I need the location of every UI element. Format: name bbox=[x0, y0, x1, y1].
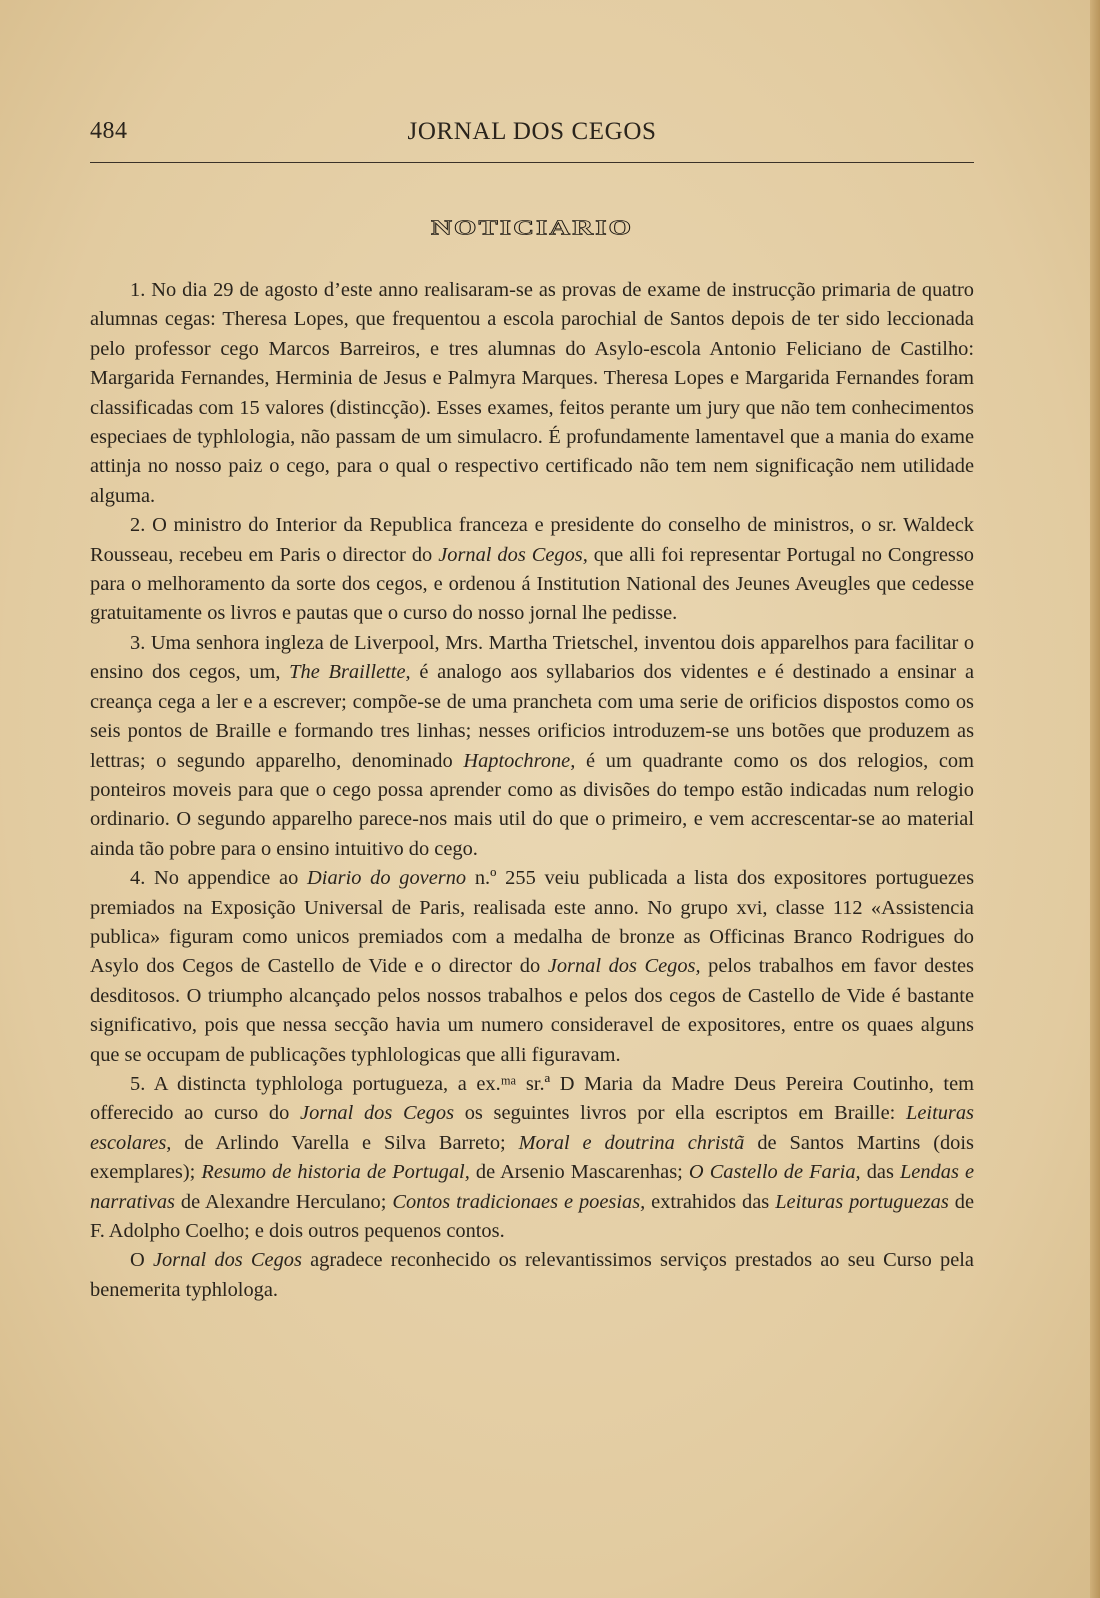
news-item bbox=[90, 1070, 974, 1246]
italic-title: Contos tradicionaes e poesias, bbox=[392, 1190, 646, 1213]
news-text: de Alexandre Herculano; bbox=[174, 1190, 393, 1213]
news-text: O ministro do Interior da Republica franceza e presidente do conselho de ministros, o sr. Waldeck Rousseau, recebeu em Paris o director do bbox=[90, 514, 974, 566]
news-text: de F. Adolpho Coelho; e dois outros pequenos contos. bbox=[90, 1190, 974, 1242]
news-text: n.º 255 veiu publicada a lista dos expositores portuguezes premiados na Exposição Universal de Paris, realisada este anno. No grupo xvi, classe 112 «Assistencia publica» figuram como unicos premiados com a medalha de bronze as Officinas Branco Rodrigues do Asylo dos Cegos de Castello de Vide e o director do bbox=[90, 867, 975, 978]
italic-title: Jornal dos Cegos, bbox=[438, 543, 588, 566]
italic-title: Moral e doutrina christã bbox=[518, 1131, 745, 1154]
running-header bbox=[90, 118, 974, 154]
news-text: das bbox=[860, 1161, 900, 1184]
news-item-number: 3. bbox=[130, 631, 151, 654]
news-text: No appendice ao bbox=[154, 867, 308, 890]
italic-title: Jornal dos Cegos bbox=[300, 1102, 455, 1125]
italic-title: Leituras escolares, bbox=[90, 1102, 974, 1154]
news-item bbox=[90, 511, 974, 629]
news-items bbox=[90, 276, 974, 1305]
news-item bbox=[90, 629, 974, 864]
news-text: de Arsenio Mascarenhas; bbox=[469, 1161, 689, 1184]
news-text: de Santos Martins (dois exemplares); bbox=[90, 1131, 974, 1184]
italic-title: Resumo de historia de Portugal, bbox=[201, 1161, 470, 1184]
news-text: extrahidos das bbox=[645, 1190, 776, 1213]
news-item-number: 1. bbox=[130, 279, 152, 301]
news-item-number: 5. bbox=[130, 1072, 154, 1095]
news-text: Uma senhora ingleza de Liverpool, Mrs. Martha Trietschel, inventou dois apparelhos para facilitar o ensino dos cegos, um, bbox=[90, 631, 975, 684]
italic-title: Lendas e narrativas bbox=[90, 1161, 975, 1213]
news-item bbox=[90, 1246, 974, 1305]
news-text: é um quadrante como os dos relogios, com ponteiros moveis para que o cego possa aprender como as divisões do tempo estão indicadas num relogio ordinario. O segundo apparelho parece-nos mais util do que o primeiro, e vem accrescentar-se ao material ainda tão pobre para o ensino intuitivo do cego. bbox=[90, 749, 974, 860]
news-item bbox=[90, 276, 974, 511]
news-item-number: 4. bbox=[130, 867, 155, 890]
header-rule bbox=[90, 162, 974, 163]
section-title-text: NOTICIARIO bbox=[430, 216, 634, 240]
italic-title: Leituras portuguezas bbox=[775, 1190, 949, 1213]
italic-title: Diario do governo bbox=[307, 867, 467, 890]
journal-title: JORNAL DOS CEGOS bbox=[407, 118, 657, 145]
news-text: que alli foi representar Portugal no Congresso para o melhoramento da sorte dos cegos, e ordenou á Institution National des Jeunes Aveugles que cedesse gratuitamente os livros e pautas que o curso do nosso jornal lhe pedisse. bbox=[90, 543, 974, 625]
news-text: No dia 29 de agosto d’este anno realisaram-se as provas de exame de instrucção primaria de quatro alumnas cegas: Theresa Lopes, que frequentou a escola parochial de Santos depois de ter sido leccionada pelo professor cego Marcos Barreiros, e tres alumnas do Asylo-escola Antonio Feliciano de Castilho: Margarida Fernandes, Herminia de Jesus e Palmyra Marques. Theresa Lopes e Margarida Fernandes foram classificadas com 15 valores (distincção). Esses exames, feitos perante um jury que não tem conhecimentos especiaes de typhlologia, não passam de um simulacro. É profundamente lamentavel que a mania do exame attinja no nosso paiz o cego, para o qual o respectivo certificado não tem nem significação nem utilidade alguma. bbox=[90, 279, 974, 507]
news-text: os seguintes livros por ella escriptos em Braille: bbox=[454, 1102, 907, 1125]
news-text: pelos trabalhos em favor destes desditosos. O triumpho alcançado pelos nossos trabalhos e pelos dos cegos de Castello de Vide é bastante significativo, pois que nessa secção havia um numero consideravel de expositores, entre os quaes alguns que se occupam de publicações typhlologicas que alli figuravam. bbox=[90, 955, 974, 1066]
news-item-number: 2. bbox=[130, 514, 153, 537]
italic-title: The Braillette, bbox=[289, 661, 411, 684]
news-item bbox=[90, 864, 974, 1070]
page-number: 484 bbox=[90, 118, 128, 144]
italic-title: Jornal dos Cegos bbox=[152, 1249, 302, 1272]
news-text: agradece reconhecido os relevantissimos serviços prestados ao seu Curso pela benemerita typhlologa. bbox=[90, 1249, 974, 1301]
page-edge bbox=[1090, 0, 1100, 1598]
news-text: A distincta typhlologa portugueza, a ex.ᵐᵃ sr.ª D Maria da Madre Deus Pereira Coutinho, tem offerecido ao curso do bbox=[90, 1072, 975, 1125]
section-title bbox=[90, 212, 974, 245]
news-text: O bbox=[130, 1249, 153, 1272]
news-text: é analogo aos syllabarios dos videntes e é destinado a ensinar a creança cega a ler e a escrever; compõe-se de uma prancheta com uma serie de orificios dispostos como os seis pontos de Braille e formando tres linhas; nesses orificios introduzem-se uns botões que produzem as lettras; o segundo apparelho, denominado bbox=[90, 661, 974, 772]
news-text: de Arlindo Varella e Silva Barreto; bbox=[171, 1131, 519, 1154]
italic-title: Jornal dos Cegos, bbox=[547, 955, 701, 978]
italic-title: Haptochrone, bbox=[463, 749, 576, 772]
italic-title: O Castello de Faria, bbox=[688, 1161, 861, 1184]
